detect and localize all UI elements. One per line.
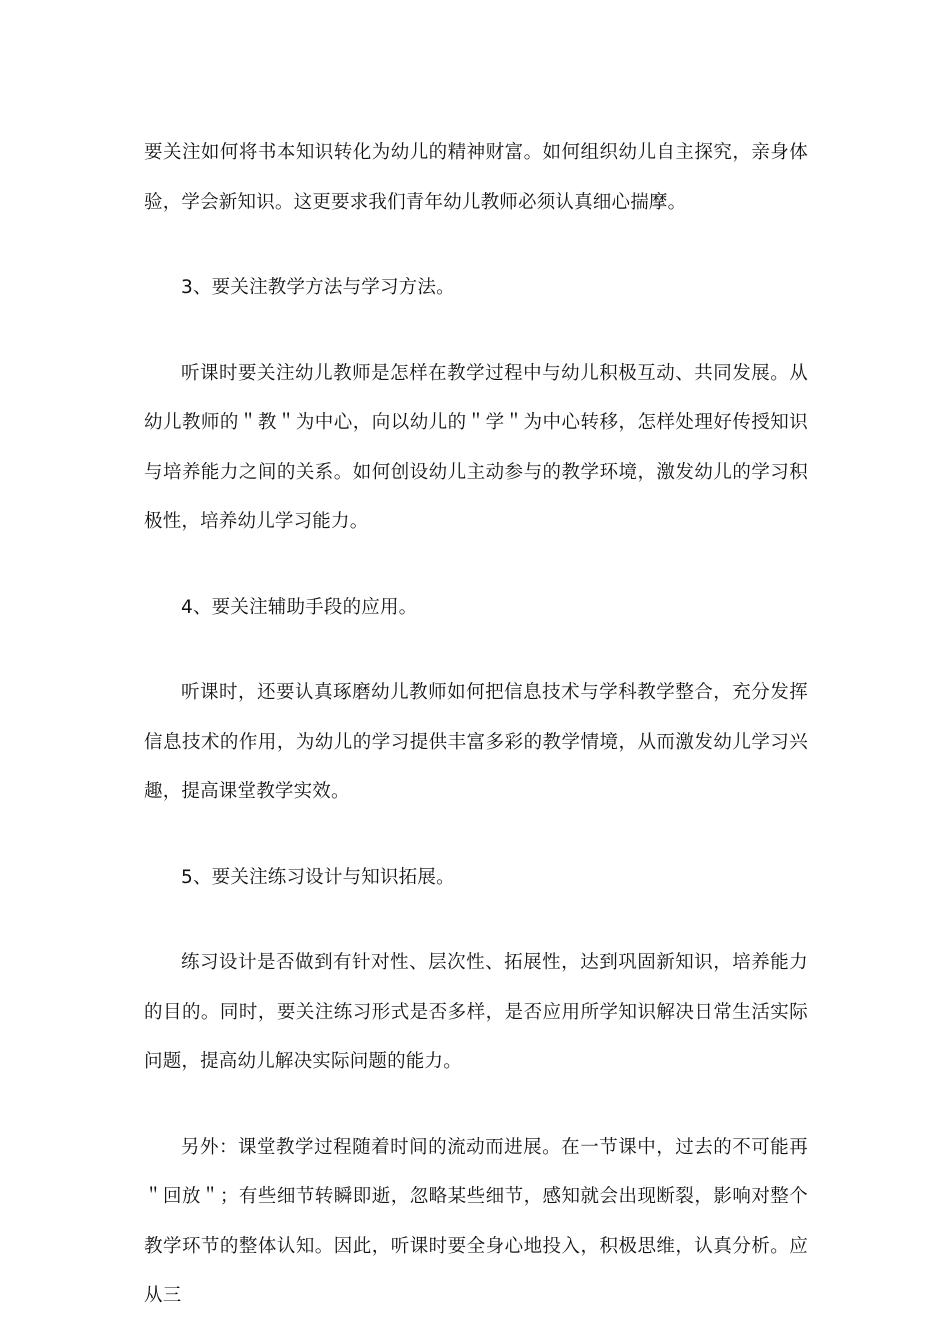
section-heading-4: 4、要关注辅助手段的应用。 [181,596,418,618]
paragraph-teaching-methods: 听课时要关注幼儿教师是怎样在教学过程中与幼儿积极互动、共同发展。从幼儿教师的＂教＂为中心，向以幼儿的＂学＂为中心转移，怎样处理好传授知识与培养能力之间的关系。如何创设幼儿主动参与的教学环境，激发幼儿的学习积极性，培养幼儿学习能力。 [144,362,808,532]
paragraph-gap [144,817,808,853]
paragraph-gap [144,227,808,263]
paragraph-gap [144,547,808,583]
paragraph-continuation: 要关注如何将书本知识转化为幼儿的精神财富。如何组织幼儿自主探究，亲身体验，学会新知识。这更要求我们青年幼儿教师必须认真细心揣摩。 [144,142,808,213]
paragraph-gap [144,313,808,349]
document-body [144,128,808,1321]
paragraph-additionally: 另外：课堂教学过程随着时间的流动而进展。在一节课中，过去的不可能再＂回放＂；有些细节转瞬即逝，忽略某些细节，感知就会出现断裂，影响对整个教学环节的整体认知。因此，听课时要全身心地投入，积极思维，认真分析。应从三 [144,1136,808,1306]
paragraph-gap [144,1087,808,1123]
paragraph-gap [144,902,808,938]
paragraph-gap [144,632,808,668]
paragraph-auxiliary-means: 听课时，还要认真琢磨幼儿教师如何把信息技术与学科教学整合，充分发挥信息技术的作用，为幼儿的学习提供丰富多彩的教学情境，从而激发幼儿学习兴趣，提高课堂教学实效。 [144,682,808,802]
section-heading-3: 3、要关注教学方法与学习方法。 [181,277,455,298]
section-heading-5: 5、要关注练习设计与知识拓展。 [181,866,455,888]
paragraph-exercise-design: 练习设计是否做到有针对性、层次性、拓展性，达到巩固新知识，培养能力的目的。同时，要关注练习形式是否多样，是否应用所学知识解决日常生活实际问题，提高幼儿解决实际问题的能力。 [144,952,808,1072]
